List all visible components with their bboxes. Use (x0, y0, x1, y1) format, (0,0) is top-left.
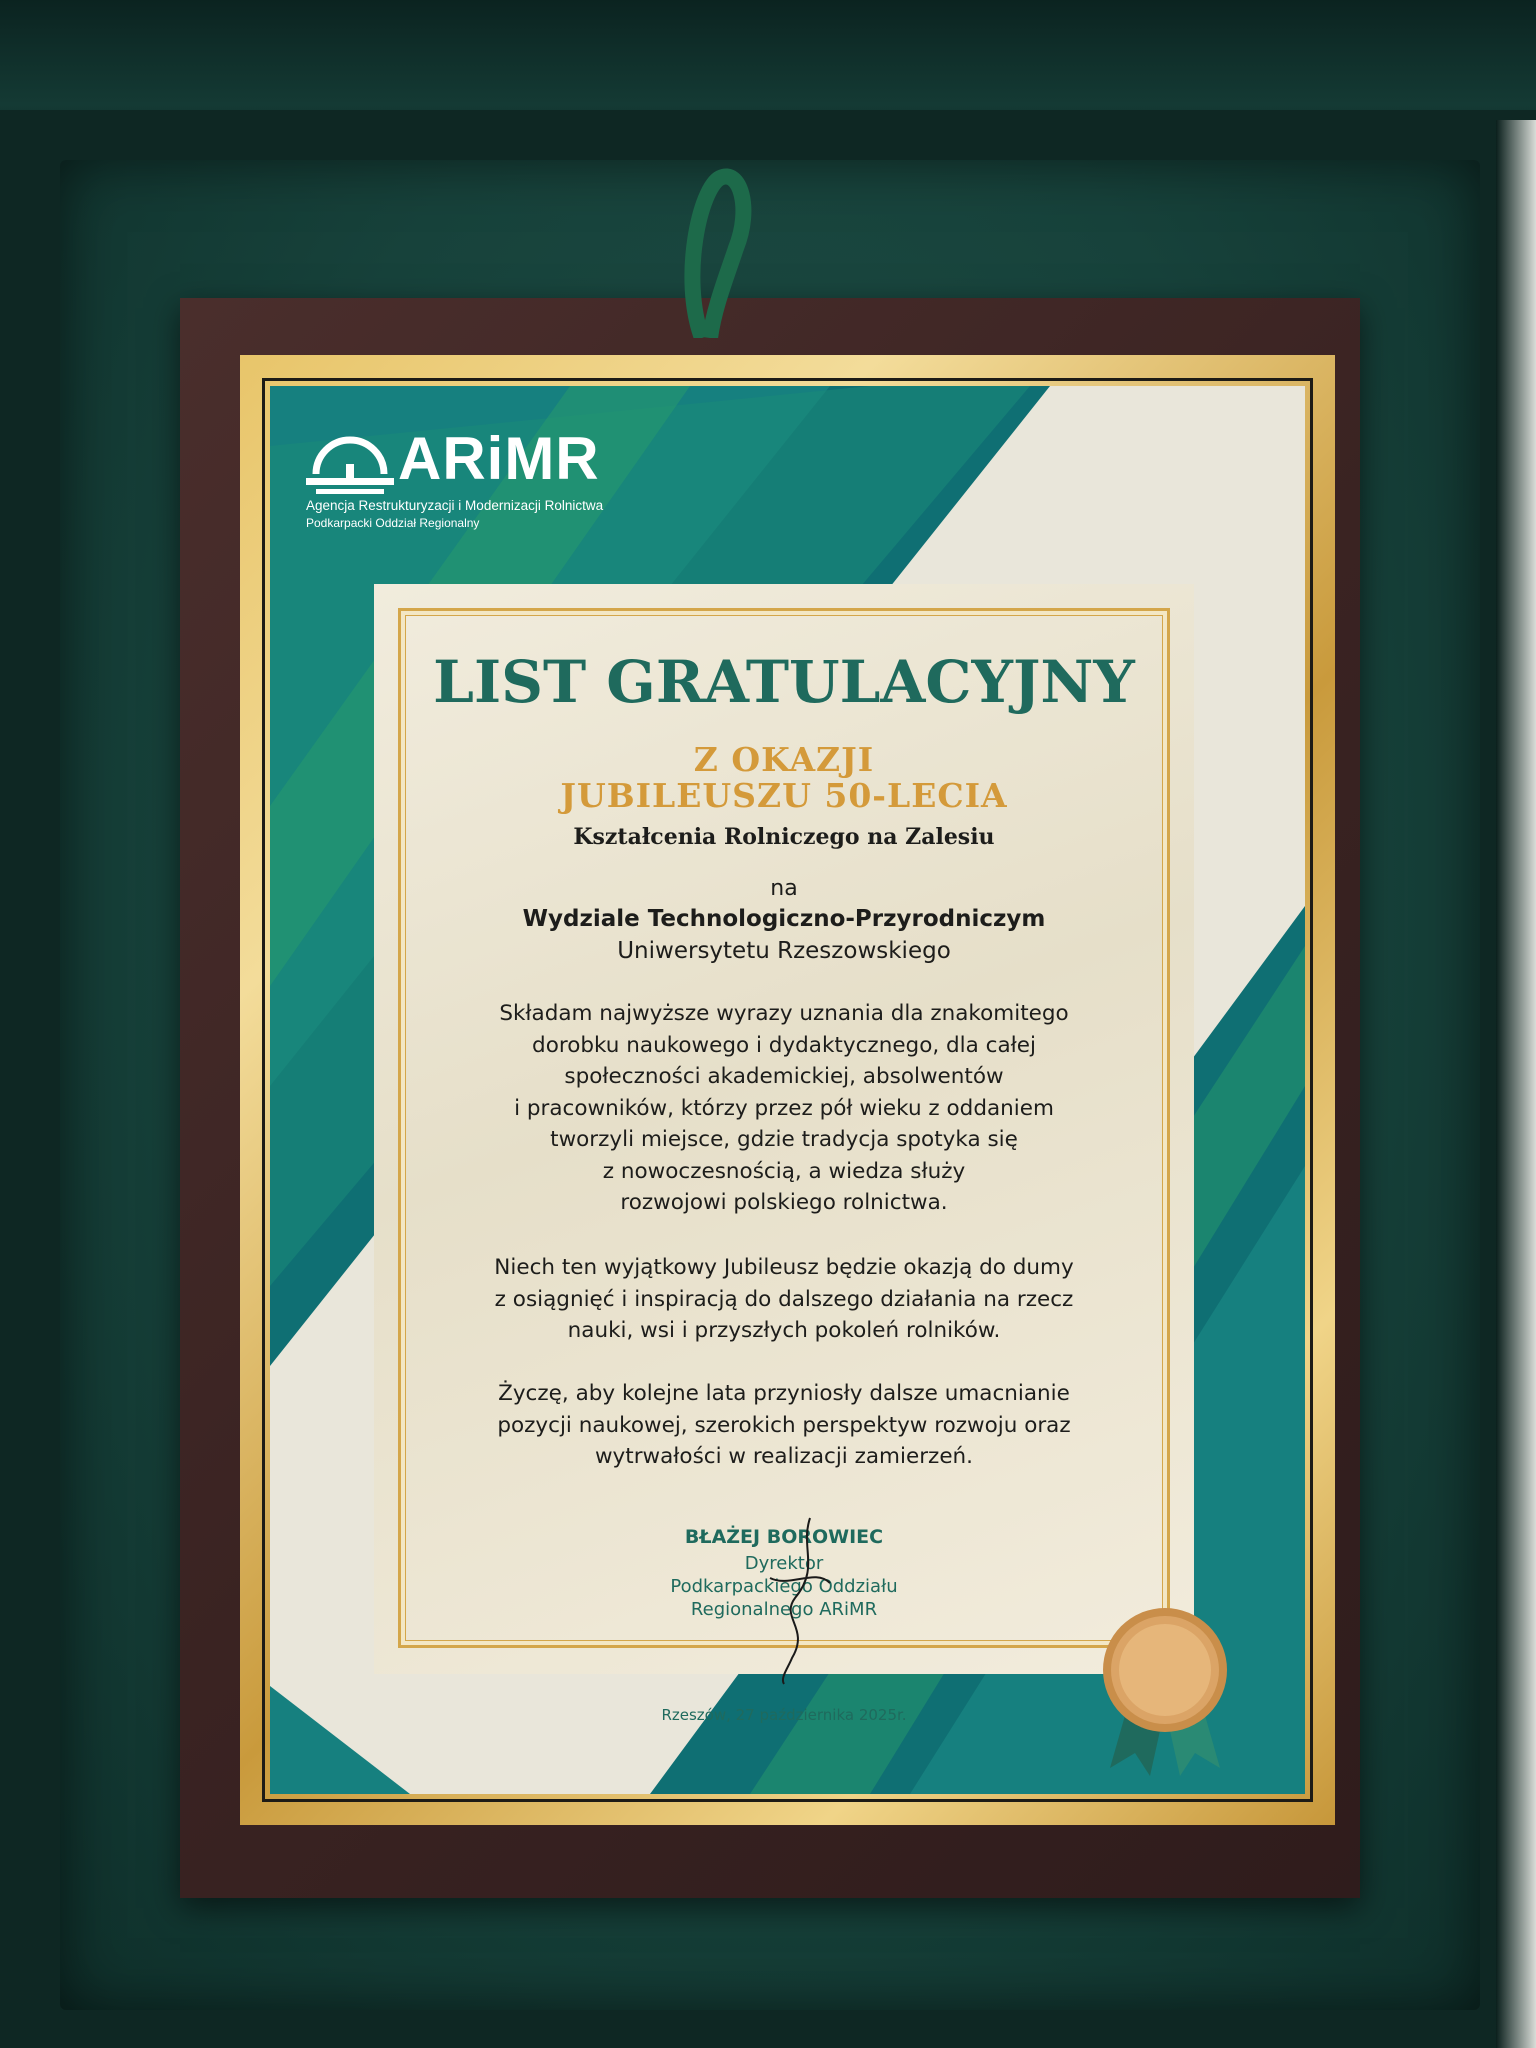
preposition-na: na (770, 876, 798, 901)
faculty-name: Wydziale Technologiczno-Przyrodniczym (522, 906, 1046, 932)
text-line: Składam najwyższe wyrazy uznania dla znakomitego (499, 1001, 1069, 1026)
place-and-date: Rzeszów, 27 października 2025r. (661, 1706, 907, 1724)
logo-name: ARiMR (398, 425, 600, 492)
logo-agency-name: Agencja Restrukturyzacji i Modernizacji Rolnictwa (306, 498, 604, 513)
text-line: i pracowników, którzy przez pół wieku z oddaniem (514, 1095, 1054, 1121)
frame-black-line (262, 378, 1313, 1802)
green-ribbon-loop (640, 168, 790, 338)
occasion-line-3: Kształcenia Rolniczego na Zalesiu (573, 824, 995, 850)
text-line: dorobku naukowego i dydaktycznego, dla całej (532, 1032, 1036, 1058)
text-line: z osiągnięć i inspiracją do dalszego działania na rzecz (494, 1286, 1074, 1312)
text-line: pozycji naukowej, szerokich perspektyw rozwoju oraz (497, 1412, 1071, 1438)
text-line: rozwojowi polskiego rolnictwa. (620, 1190, 948, 1215)
text-line: Niech ten wyjątkowy Jubileusz będzie okazją do dumy (494, 1255, 1074, 1280)
text-line: wytrwałości w realizacji zamierzeń. (594, 1444, 974, 1469)
role-line: Dyrektor (744, 1553, 824, 1574)
text-line: tworzyli miejsce, gdzie tradycja spotyka się (550, 1127, 1018, 1152)
text-line: Życzę, aby kolejne lata przyniosły dalsze umacnianie (498, 1381, 1070, 1406)
certificate-title: LIST GRATULACYJNY (433, 648, 1135, 716)
text-line: nauki, wsi i przyszłych pokoleń rolników. (567, 1318, 1001, 1343)
occasion-line-1: Z OKAZJI (693, 740, 875, 779)
text-line: społeczności akademickiej, absolwentów (564, 1064, 1004, 1089)
signer-name: BŁAŻEJ BOROWIEC (684, 1526, 884, 1548)
role-line: Regionalnego ARiMR (690, 1599, 878, 1620)
gift-box-edge (1496, 120, 1536, 2048)
occasion-line-2: JUBILEUSZU 50-LECIA (560, 776, 1008, 815)
role-line: Podkarpackiego Oddziału (670, 1576, 898, 1597)
text-line: z nowoczesnością, a wiedza służy (602, 1158, 966, 1184)
logo-branch-name: Podkarpacki Oddział Regionalny (306, 516, 480, 530)
university-name: Uniwersytetu Rzeszowskiego (617, 938, 951, 964)
